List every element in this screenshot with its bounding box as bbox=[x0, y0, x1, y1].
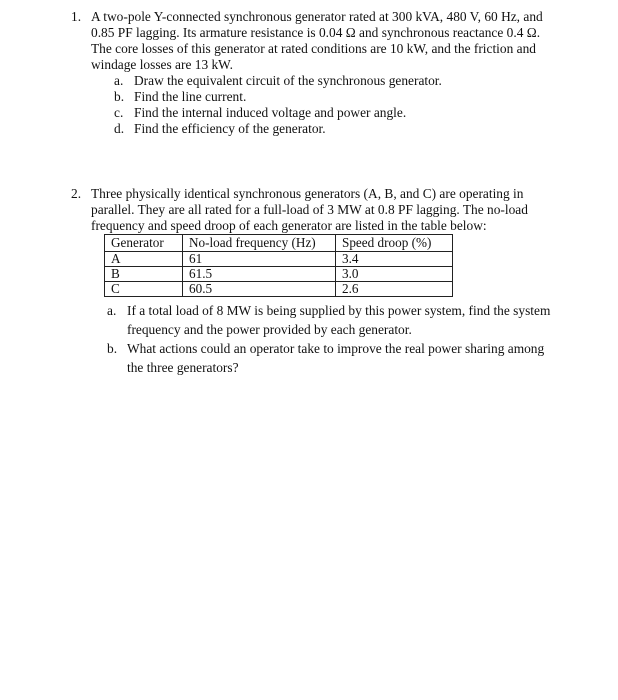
table-cell: 61 bbox=[183, 252, 336, 267]
part-letter: b. bbox=[114, 89, 125, 104]
table-header: Generator bbox=[105, 235, 183, 252]
part-text: the three generators? bbox=[127, 360, 239, 375]
table-row bbox=[105, 282, 453, 297]
part-letter: a. bbox=[114, 73, 124, 88]
table-cell: 3.0 bbox=[336, 267, 453, 282]
table-header-row bbox=[105, 235, 453, 252]
table-cell: B bbox=[105, 267, 183, 282]
part-text: Find the line current. bbox=[134, 89, 247, 104]
table-cell: 2.6 bbox=[336, 282, 453, 297]
generator-table bbox=[104, 234, 453, 297]
question-text-line: windage losses are 13 kW. bbox=[91, 57, 233, 72]
part-letter: b. bbox=[107, 341, 118, 356]
part-text: Find the efficiency of the generator. bbox=[134, 121, 326, 136]
question-text-line: parallel. They are all rated for a full-load of 3 MW at 0.8 PF lagging. The no-load bbox=[91, 202, 528, 217]
part-text: Find the internal induced voltage and power angle. bbox=[134, 105, 407, 120]
part-letter: d. bbox=[114, 121, 125, 136]
part-text: Draw the equivalent circuit of the synchronous generator. bbox=[134, 73, 442, 88]
table-header: Speed droop (%) bbox=[336, 235, 453, 252]
question-text-line: 0.85 PF lagging. Its armature resistance is 0.04 Ω and synchronous reactance 0.4 Ω. bbox=[91, 25, 541, 40]
question-text-line: A two-pole Y-connected synchronous generator rated at 300 kVA, 480 V, 60 Hz, and bbox=[91, 9, 543, 24]
part-letter: a. bbox=[107, 303, 117, 318]
table-header: No-load frequency (Hz) bbox=[183, 235, 336, 252]
table-row bbox=[105, 252, 453, 267]
table-cell: 61.5 bbox=[183, 267, 336, 282]
table-cell: 3.4 bbox=[336, 252, 453, 267]
question-text-line: Three physically identical synchronous generators (A, B, and C) are operating in bbox=[91, 186, 524, 201]
question-number: 2. bbox=[71, 186, 82, 201]
part-text: What actions could an operator take to improve the real power sharing among bbox=[127, 341, 545, 356]
question-text-line: The core losses of this generator at rated conditions are 10 kW, and the friction and bbox=[91, 41, 536, 56]
table-cell: A bbox=[105, 252, 183, 267]
part-text: frequency and the power provided by each generator. bbox=[127, 322, 412, 337]
question-number: 1. bbox=[71, 9, 82, 24]
part-letter: c. bbox=[114, 105, 124, 120]
table-cell: C bbox=[105, 282, 183, 297]
table-cell: 60.5 bbox=[183, 282, 336, 297]
part-text: If a total load of 8 MW is being supplied by this power system, find the system bbox=[127, 303, 551, 318]
table-row bbox=[105, 267, 453, 282]
question-text-line: frequency and speed droop of each generator are listed in the table below: bbox=[91, 218, 487, 233]
